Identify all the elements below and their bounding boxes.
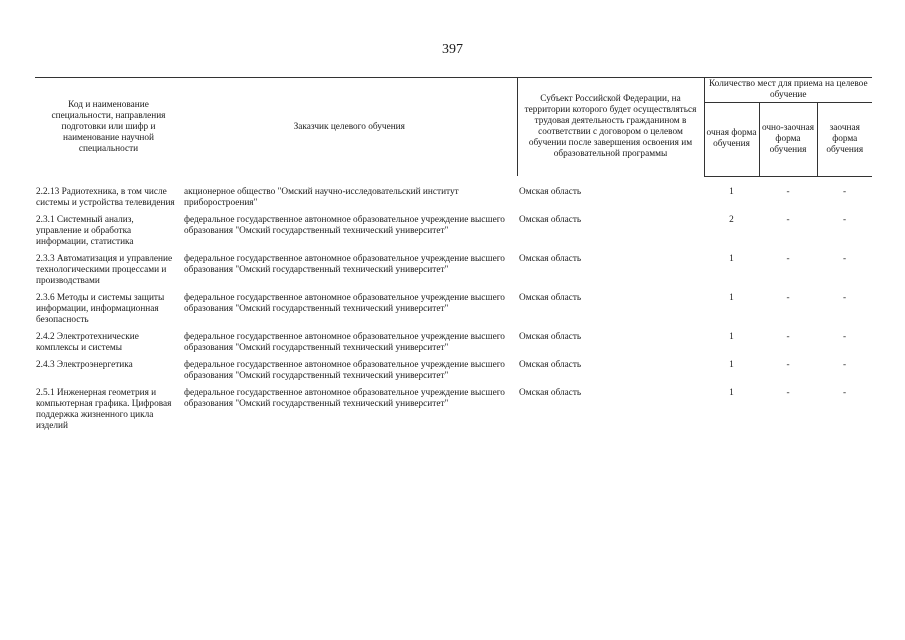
cell-region: Омская область (519, 387, 582, 398)
cell-mixed: - (786, 214, 790, 225)
cell-mixed: - (786, 331, 790, 342)
cell-region: Омская область (519, 331, 582, 342)
page-number: 397 (442, 42, 463, 57)
cell-parttime: - (842, 253, 847, 264)
cell-fulltime: 1 (729, 253, 734, 264)
header-mixed: очно-заочная форма обучения (759, 103, 817, 177)
cell-mixed: - (786, 359, 790, 370)
cell-customer: федеральное государственное автономное образовательное учреждение высшего образования "Омский государственный технический университет" (184, 359, 505, 381)
cell-region: Омская область (519, 292, 582, 303)
cell-fulltime: 1 (729, 387, 734, 398)
cell-fulltime: 2 (729, 214, 734, 225)
table-row (35, 332, 872, 360)
header-places: Количество мест для приема на целевое обучение (704, 78, 872, 103)
cell-parttime: - (842, 292, 847, 303)
cell-mixed: - (786, 253, 790, 264)
cell-region: Омская область (519, 186, 582, 197)
header-customer: Заказчик целевого обучения (182, 78, 517, 177)
cell-customer: акционерное общество "Омский научно-исследовательский институт приборостроения" (184, 186, 459, 208)
table-row (35, 360, 872, 388)
cell-region: Омская область (519, 253, 582, 264)
cell-region: Омская область (519, 214, 582, 225)
cell-code: 2.4.2 Электротехнические комплексы и системы (36, 331, 139, 353)
cell-mixed: - (786, 292, 790, 303)
cell-code: 2.4.3 Электроэнергетика (36, 359, 133, 370)
table-row (35, 388, 872, 438)
allocation-table-wrapper (35, 77, 872, 438)
cell-fulltime: 1 (729, 292, 734, 303)
cell-customer: федеральное государственное автономное образовательное учреждение высшего образования "Омский государственный технический университет" (184, 292, 505, 314)
cell-parttime: - (842, 387, 847, 398)
cell-parttime: - (842, 186, 847, 197)
table-header (35, 78, 872, 177)
cell-fulltime: 1 (729, 186, 734, 197)
cell-code: 2.3.6 Методы и системы защиты информации, информационная безопасность (36, 292, 165, 325)
cell-customer: федеральное государственное автономное образовательное учреждение высшего образования "Омский государственный технический университет" (184, 331, 505, 353)
cell-parttime: - (842, 359, 847, 370)
cell-code: 2.3.3 Автоматизация и управление технологическими процессами и производствами (36, 253, 173, 286)
cell-parttime: - (842, 214, 847, 225)
cell-fulltime: 1 (729, 331, 734, 342)
table-row (35, 215, 872, 254)
cell-parttime: - (842, 331, 847, 342)
cell-code: 2.3.1 Системный анализ, управление и обработка информации, статистика (36, 214, 134, 247)
table-body (35, 176, 872, 438)
allocation-table (35, 77, 872, 438)
cell-code: 2.2.13 Радиотехника, в том числе системы и устройства телевидения (36, 186, 175, 208)
header-parttime: заочная форма обучения (817, 103, 872, 177)
header-region: Субъект Российской Федерации, на территории которого будет осуществляться трудовая деятельность гражданином в соответствии с договором о целевом обучении после завершения освоения им образовательной программы (517, 78, 704, 177)
cell-mixed: - (786, 387, 790, 398)
cell-customer: федеральное государственное автономное образовательное учреждение высшего образования "Омский государственный технический университет" (184, 387, 505, 409)
table-row (35, 293, 872, 332)
table-row (35, 254, 872, 293)
header-code: Код и наименование специальности, направления подготовки или шифр и наименование научной специальности (35, 78, 182, 177)
cell-fulltime: 1 (729, 359, 734, 370)
cell-customer: федеральное государственное автономное образовательное учреждение высшего образования "Омский государственный технический университет" (184, 253, 505, 275)
cell-customer: федеральное государственное автономное образовательное учреждение высшего образования "Омский государственный технический университет" (184, 214, 505, 236)
header-fulltime: очная форма обучения (704, 103, 759, 177)
cell-mixed: - (786, 186, 790, 197)
cell-code: 2.5.1 Инженерная геометрия и компьютерная графика. Цифровая поддержка жизненного цикла изделий (36, 387, 172, 431)
cell-region: Омская область (519, 359, 582, 370)
table-row (35, 187, 872, 215)
